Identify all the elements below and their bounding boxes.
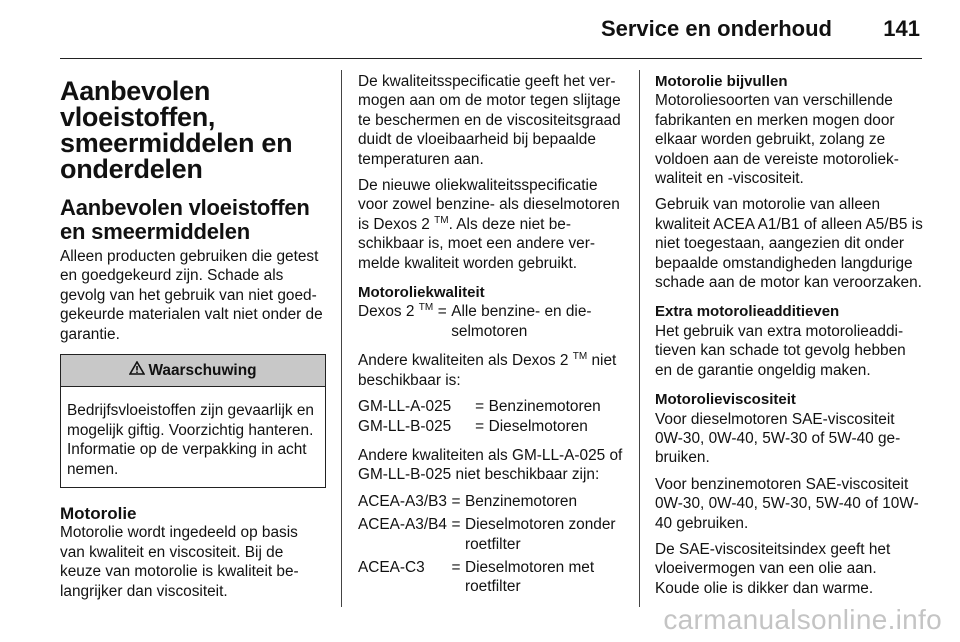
warning-title: Waarschuwing [148, 362, 257, 380]
spec-eq: = [451, 516, 461, 534]
spec-key: Dexos 2 ™ [358, 302, 434, 321]
other-quality-paragraph [358, 351, 624, 390]
column-1 [60, 72, 326, 608]
spec-eq: = [437, 303, 447, 321]
motorolie-paragraph: Motorolie wordt ingedeeld op basis van kwaliteit en viscositeit. Bij de keuze van motorolie is kwaliteit belangrijker dan viscositeit. [60, 524, 299, 600]
spec-eq: = [475, 398, 485, 416]
spec-eq: = [451, 558, 461, 576]
table-row [358, 397, 624, 416]
spec-value: Dieselmotoren zonder roetfilter [464, 516, 616, 553]
warning-text: Bedrijfsvloeistoffen zijn gevaarlijk en mogelijk giftig. Voorzichtig hanteren. Informatie op de verpakking in acht nemen. [67, 402, 314, 478]
fill-paragraph-1: Motoroliesoorten van verschillende fabrikanten en merken mogen door elkaar worden gebruikt, zolang ze voldoen aan de vereiste motoroliekwaliteit en -viscositeit. [655, 92, 899, 188]
additives-paragraph: Het gebruik van extra motorolieadditieven kan schade tot gevolg hebben en de garantie ongeldig maken. [655, 322, 906, 379]
viscosity-paragraph-1: Voor dieselmotoren SAE-viscositeit 0W-30, 0W-40, 5W-30 of 5W-40 gebruiken. [655, 410, 901, 467]
table-row [358, 515, 624, 558]
gm-table [358, 397, 624, 436]
header-divider [60, 58, 922, 59]
fill-paragraph-2: Gebruik van motorolie van alleen kwaliteit ACEA A1/B1 of alleen A5/B5 is niet toegestaan, aangezien dit onder bepaalde omstandigheden langdurige schade aan de motor kan veroorzaken. [655, 196, 923, 292]
spec-key: ACEA-A3/B4 [358, 516, 447, 534]
dexos-table [358, 302, 624, 341]
spec-eq: = [475, 417, 485, 435]
spec-key: ACEA-C3 [358, 558, 425, 576]
warning-box [60, 354, 326, 488]
spec-key: GM-LL-A-025 [358, 398, 452, 416]
page-header [0, 0, 960, 58]
spec-key: GM-LL-B-025 [358, 417, 452, 435]
spec-key: ACEA-A3/B3 [358, 492, 447, 510]
oil-quality-heading: Motoroliekwaliteit [358, 284, 485, 302]
acea-table [358, 492, 624, 597]
spec-value: Dieselmotoren met roetfilter [464, 558, 595, 596]
table-row [358, 558, 624, 597]
viscosity-paragraph-2: Voor benzinemotoren SAE-viscositeit 0W-30, 0W-40, 5W-30, 5W-40 of 10W-40 gebruiken. [655, 475, 919, 532]
spec-value: Benzinemotoren [488, 398, 601, 416]
spec-value: Dieselmotoren [488, 417, 588, 435]
column-2 [358, 72, 624, 607]
trademark-mark: TM [434, 214, 449, 226]
other-text-b: niet beschikbaar is: [358, 352, 617, 389]
table-row [358, 492, 624, 515]
table-row [358, 302, 624, 341]
spec-eq: = [451, 492, 461, 510]
warning-header [61, 355, 325, 387]
column-3 [655, 72, 925, 605]
dexos-paragraph [358, 176, 624, 273]
dexos-text-b: . Als deze niet beschikbaar is, moet een andere vermelde kwaliteit worden gebruikt. [358, 215, 595, 272]
additives-heading: Extra motorolieadditieven [655, 303, 840, 321]
other-text-a: Andere kwaliteiten als Dexos 2 [358, 352, 569, 370]
viscosity-paragraph-3: De SAE-viscositeitsindex geeft het vloeivermogen van een olie aan. Koude olie is dikker dan warme. [655, 540, 891, 597]
trademark-mark: TM [572, 351, 588, 363]
sub-heading: Aanbevolen vloeistoffen en smeermiddelen [60, 195, 310, 244]
viscosity-heading: Motorolieviscositeit [655, 391, 796, 409]
page-number: 141 [883, 16, 920, 41]
fill-heading: Motorolie bijvullen [655, 73, 788, 90]
column-divider-2 [639, 70, 640, 607]
section-title: Service en onderhoud [600, 16, 832, 41]
watermark: carmanualsonline.info [663, 604, 942, 635]
other-quality-paragraph-2: Andere kwaliteiten als GM-LL-A-025 of GM-LL-B-025 niet beschikbaar zijn: [358, 446, 623, 484]
motorolie-heading: Motorolie [60, 504, 137, 524]
table-row [358, 417, 624, 436]
main-heading: Aanbevolen vloeistoffen, smeermiddelen en onderdelen [60, 76, 293, 184]
warning-icon [129, 361, 145, 380]
dexos-text-a: De nieuwe oliekwaliteitsspecificatie voor zowel benzine- als dieselmotoren is Dexos 2 [358, 177, 620, 233]
spec-value: Alle benzine- en dieselmotoren [451, 303, 592, 340]
intro-paragraph: Alleen producten gebruiken die getest en goedgekeurd zijn. Schade als gevolg van het gebruik van niet goedgekeurde materialen valt niet onder de garantie. [60, 248, 323, 343]
column-divider-1 [341, 70, 342, 607]
spec-value: Benzinemotoren [464, 492, 578, 510]
spec-paragraph: De kwaliteitsspecificatie geeft het vermogen aan om de motor tegen slijtage te beschermen en de viscositeitsgraad duidt de vloeibaarheid bij bepaalde temperaturen aan. [358, 73, 621, 168]
